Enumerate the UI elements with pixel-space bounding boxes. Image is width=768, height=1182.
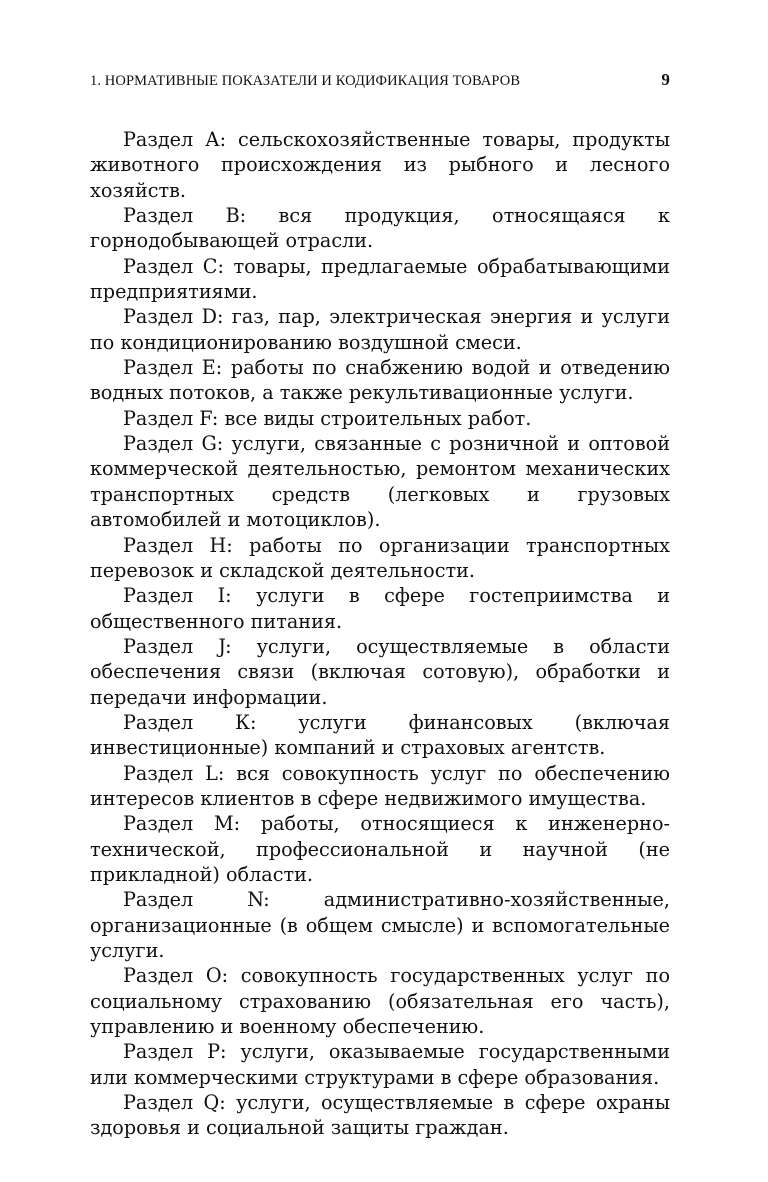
running-header — [90, 70, 670, 98]
paragraph-section-d: Раздел D: газ, пар, электрическая энергия и услуги по кондиционированию воздушной смеси. — [90, 305, 670, 354]
paragraph-section-c: Раздел С: товары, предлагаемые обрабатывающими предприятиями. — [90, 254, 670, 304]
paragraph-section-n: Раздел N: административно-хозяйственные, организационные (в общем смысле) и вспомогательные услуги. — [90, 888, 670, 962]
paragraph-section-e: Раздел Е: работы по снабжению водой и отведению водных потоков, а также рекультивационные услуги. — [90, 356, 670, 405]
body-text — [90, 127, 670, 1141]
paragraph-section-j: Раздел J: услуги, осуществляемые в области обеспечения связи (включая сотовую), обработки и передачи информации. — [90, 634, 670, 709]
paragraph-section-q: Раздел Q: услуги, осуществляемые в сфере охраны здоровья и социальной защиты граждан. — [90, 1091, 670, 1140]
paragraph-section-a: Раздел А: сельскохозяйственные товары, продукты животного происхождения из рыбного и лесного хозяйств. — [90, 128, 670, 202]
paragraph-section-b: Раздел В: вся продукция, относящаяся к горнодобывающей отрасли. — [90, 204, 670, 253]
page-number: 9 — [661, 70, 670, 89]
paragraph-section-k: Раздел К: услуги финансовых (включая инвестиционные) компаний и страховых агентств. — [90, 710, 670, 760]
paragraph-section-g: Раздел G: услуги, связанные с розничной и оптовой коммерческой деятельностью, ремонтом механических транспортных средств (легковых и грузовых автомобилей и мотоциклов). — [90, 432, 670, 532]
chapter-title: 1. НОРМАТИВНЫЕ ПОКАЗАТЕЛИ И КОДИФИКАЦИЯ ТОВАРОВ — [90, 73, 521, 89]
paragraph-section-i: Раздел I: услуги в сфере гостеприимства и общественного питания. — [90, 584, 670, 633]
book-page — [90, 70, 670, 1141]
paragraph-section-p: Раздел Р: услуги, оказываемые государственными или коммерческими структурами в сфере образования. — [90, 1040, 670, 1089]
paragraph-section-o: Раздел О: совокупность государственных услуг по социальному страхованию (обязательная его часть), управлению и военному обеспечению. — [90, 964, 670, 1039]
paragraph-section-f: Раздел F: все виды строительных работ. — [123, 406, 532, 430]
paragraph-section-l: Раздел L: вся совокупность услуг по обеспечению интересов клиентов в сфере недвижимого имущества. — [90, 761, 670, 810]
paragraph-section-m: Раздел М: работы, относящиеся к инженерно-технической, профессиональной и научной (не прикладной) области. — [90, 812, 670, 886]
paragraph-section-h: Раздел Н: работы по организации транспортных перевозок и складской деятельности. — [90, 533, 670, 582]
